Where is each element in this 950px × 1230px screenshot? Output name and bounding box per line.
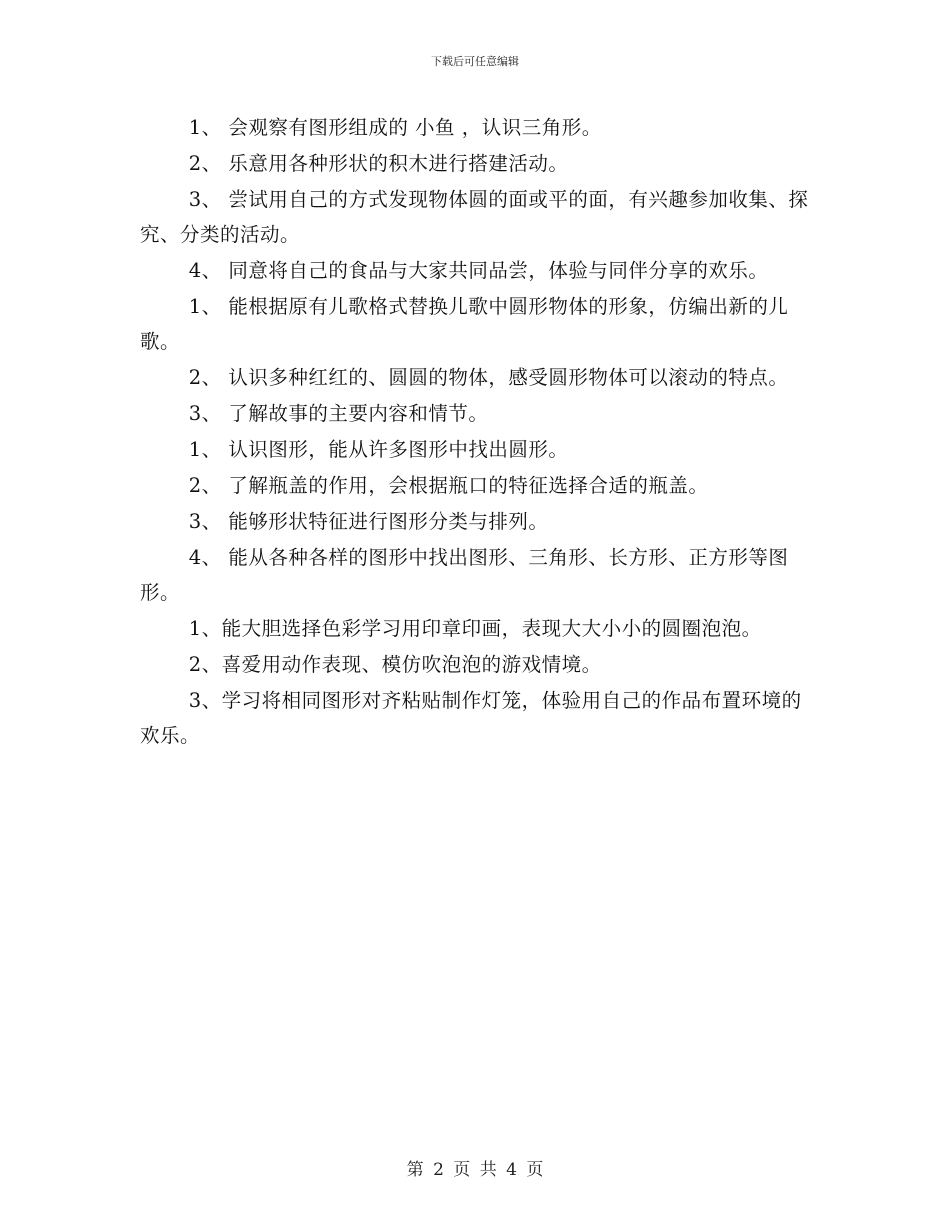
paragraph: 1、 能根据原有儿歌格式替换儿歌中圆形物体的形象，仿编出新的儿歌。 <box>140 295 789 353</box>
paragraph: 3、 尝试用自己的方式发现物体圆的面或平的面，有兴趣参加收集、探究、分类的活动。 <box>140 188 809 246</box>
document-body <box>140 110 820 754</box>
paragraph: 2、 认识多种红红的、圆圆的物体，感受圆形物体可以滚动的特点。 <box>188 366 789 389</box>
paragraph: 1、 认识图形，能从许多图形中找出圆形。 <box>188 438 569 461</box>
paragraph: 1、 会观察有图形组成的 小鱼 ，认识三角形。 <box>188 116 602 139</box>
page-header: 下载后可任意编辑 <box>431 55 519 68</box>
paragraph: 3、 能够形状特征进行图形分类与排列。 <box>188 510 549 533</box>
paragraph: 2、喜爱用动作表现、模仿吹泡泡的游戏情境。 <box>188 653 602 676</box>
paragraph: 2、 乐意用各种形状的积木进行搭建活动。 <box>188 152 569 175</box>
page-footer: 第 2 页 共 4 页 <box>406 1160 544 1180</box>
paragraph: 3、学习将相同图形对齐粘贴制作灯笼，体验用自己的作品布置环境的欢乐。 <box>140 689 802 747</box>
paragraph: 4、 同意将自己的食品与大家共同品尝，体验与同伴分享的欢乐。 <box>188 259 769 282</box>
paragraph: 3、 了解故事的主要内容和情节。 <box>188 402 489 425</box>
paragraph: 4、 能从各种各样的图形中找出图形、三角形、长方形、正方形等图形。 <box>140 546 789 604</box>
paragraph: 1、能大胆选择色彩学习用印章印画，表现大大小小的圆圈泡泡。 <box>188 617 762 640</box>
paragraph: 2、 了解瓶盖的作用，会根据瓶口的特征选择合适的瓶盖。 <box>188 474 709 497</box>
